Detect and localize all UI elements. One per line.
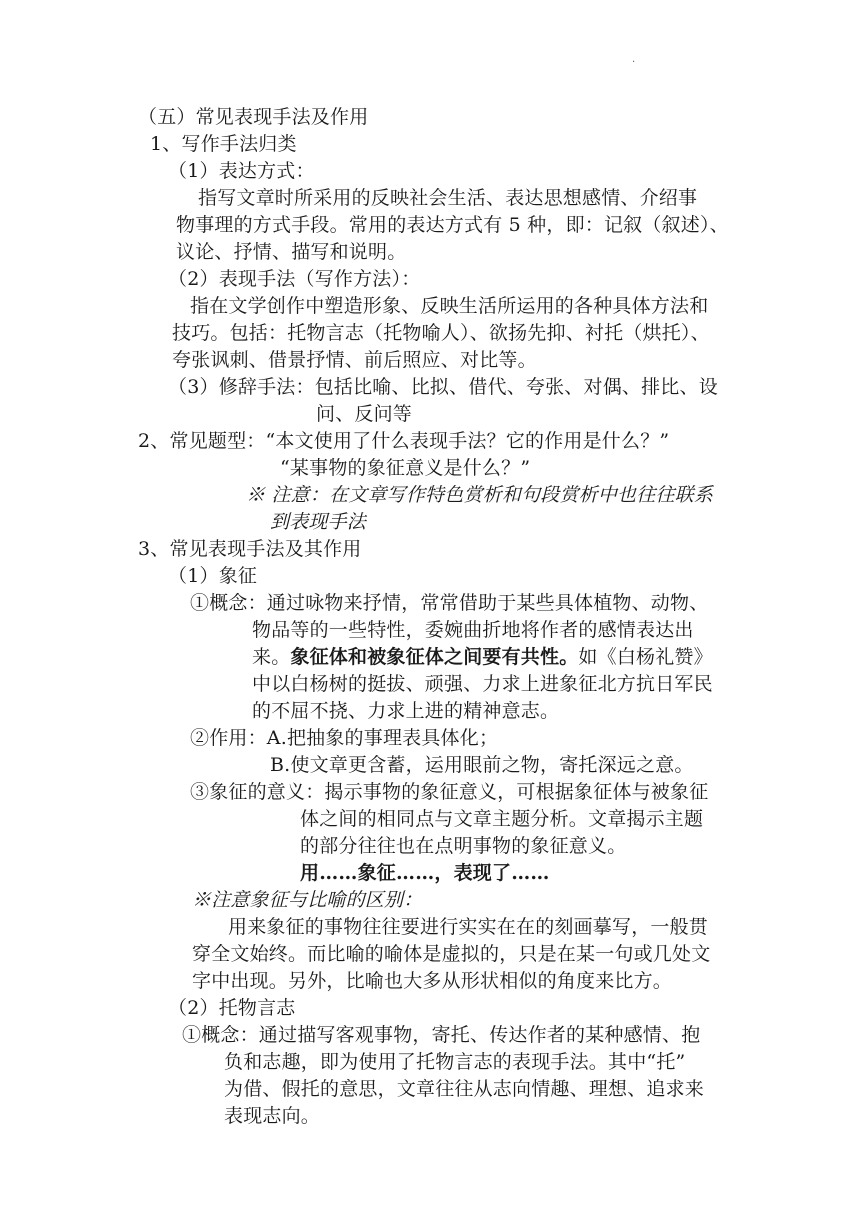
paragraph-line: ①概念：通过描写客观事物，寄托、传达作者的某种感情、抱 bbox=[182, 1024, 701, 1046]
paragraph-line: 物事理的方式手段。常用的表达方式有 5 种，即：记叙（叙述）、 bbox=[176, 214, 729, 236]
paragraph-line: 体之间的相同点与文章主题分析。文章揭示主题 bbox=[300, 808, 704, 830]
paragraph-line bbox=[252, 642, 713, 672]
note-line: ※ 注意：在文章写作特色赏析和句段赏析中也往往联系 bbox=[246, 484, 714, 506]
header-mark: . bbox=[632, 54, 636, 65]
paragraph-line: B.使文章更含蓄，运用眼前之物，寄托深远之意。 bbox=[270, 754, 694, 776]
paragraph-line: ②作用：A.把抽象的事理表具体化； bbox=[190, 727, 499, 749]
paragraph-line: 指写文章时所采用的反映社会生活、表达思想感情、介绍事 bbox=[198, 187, 698, 209]
paragraph-line: 的不屈不挠、力求上进的精神意志。 bbox=[252, 700, 560, 722]
paragraph-line: 字中出现。另外，比喻也大多从形状相似的角度来比方。 bbox=[192, 970, 673, 992]
section-heading: （五）常见表现手法及作用 bbox=[138, 106, 369, 128]
paragraph-line: ①概念：通过咏物来抒情，常常借助于某些具体植物、动物、 bbox=[190, 592, 709, 614]
item-3-2: （2）托物言志 bbox=[168, 997, 296, 1019]
note-line: ※注意象征与比喻的区别： bbox=[192, 889, 423, 911]
paragraph-line: 用来象征的事物往往要进行实实在在的刻画摹写，一般贯 bbox=[228, 916, 709, 938]
item-1-3: （3）修辞手法：包括比喻、比拟、借代、夸张、对偶、排比、设 bbox=[168, 376, 718, 398]
paragraph-line: 中以白杨树的挺拔、顽强、力求上进象征北方抗日军民 bbox=[252, 673, 713, 695]
subheading-3: 3、常见表现手法及其作用 bbox=[138, 538, 362, 560]
paragraph-line: 问、反问等 bbox=[316, 403, 413, 425]
paragraph-line: 技巧。包括：托物言志（托物喻人）、欲扬先抑、衬托（烘托）、 bbox=[172, 322, 710, 344]
paragraph-line: 表现志向。 bbox=[224, 1105, 321, 1127]
text-span: 如《白杨礼赞》 bbox=[578, 646, 713, 668]
paragraph-line: 指在文学创作中塑造形象、反映生活所运用的各种具体方法和 bbox=[190, 295, 709, 317]
emphasis-text: 象征体和被象征体之间要有共性。 bbox=[290, 646, 579, 668]
item-1-2: （2）表现手法（写作方法）： bbox=[168, 268, 421, 290]
subheading-2: 2、常见题型：“本文使用了什么表现手法？它的作用是什么？” bbox=[138, 430, 670, 452]
note-line: 到表现手法 bbox=[270, 511, 367, 533]
question-line: “某事物的象征意义是什么？” bbox=[280, 457, 531, 479]
paragraph-line: 为借、假托的意思，文章往往从志向情趣、理想、追求来 bbox=[224, 1078, 705, 1100]
paragraph-line: ③象征的意义：揭示事物的象征意义，可根据象征体与被象征 bbox=[190, 781, 709, 803]
item-3-1: （1）象征 bbox=[168, 565, 258, 587]
paragraph-line: 议论、抒情、描写和说明。 bbox=[176, 241, 407, 263]
subheading-1: 1、写作手法归类 bbox=[150, 133, 297, 155]
paragraph-line: 穿全文始终。而比喻的喻体是虚拟的，只是在某一句或几处文 bbox=[192, 943, 711, 965]
paragraph-line: 物品等的一些特性，委婉曲折地将作者的感情表达出 bbox=[252, 619, 694, 641]
item-1-1: （1）表达方式： bbox=[168, 160, 315, 182]
text-span: 来。 bbox=[252, 646, 291, 668]
paragraph-line: 夸张讽刺、借景抒情、前后照应、对比等。 bbox=[172, 349, 537, 371]
paragraph-line: 的部分往往也在点明事物的象征意义。 bbox=[300, 835, 627, 857]
paragraph-line: 负和志趣，即为使用了托物言志的表现手法。其中“托” bbox=[224, 1051, 686, 1073]
formula-line: 用……象征……，表现了…… bbox=[300, 862, 550, 884]
